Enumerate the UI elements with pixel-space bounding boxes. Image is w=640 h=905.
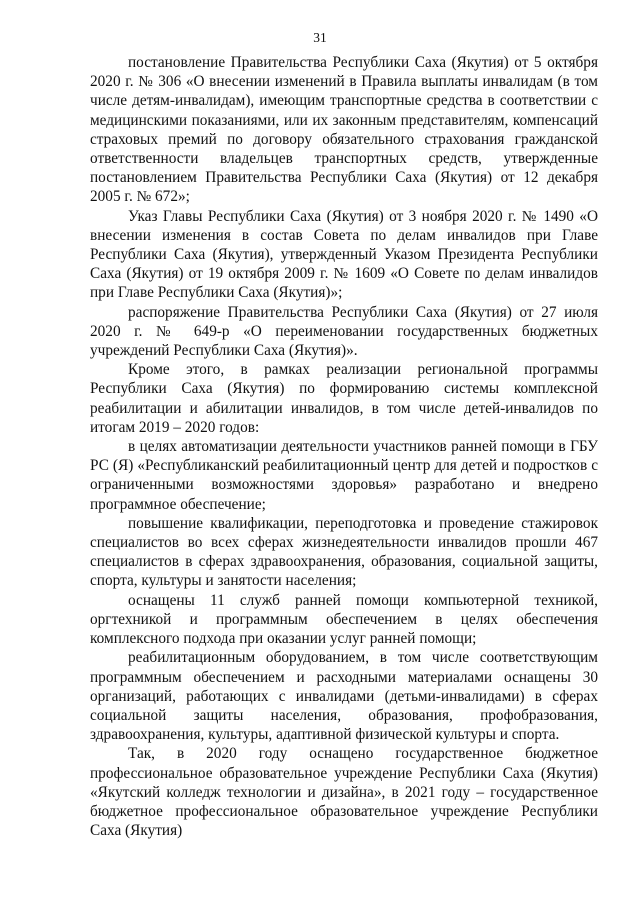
paragraph-early-help-services: оснащены 11 служб ранней помощи компьютерной техникой, оргтехникой и программным обеспечением в целях обеспечения комплексного подхода при оказании услуг ранней помощи; bbox=[90, 591, 598, 648]
paragraph-rehab-equipment: реабилитационным оборудованием, в том числе соответствующим программным обеспечением и расходными материалами оснащены 30 организаций, работающих с инвалидами (детьми-инвалидами) в сферах социальной защиты населения, образования, профобразования, здравоохранения, культуры, адаптивной физической культуры и спорта. bbox=[90, 649, 598, 744]
paragraph-resolution-306: постановление Правительства Республики Саха (Якутия) от 5 октября 2020 г. № 306 «О внесении изменений в Правила выплаты инвалидам (в том числе детям-инвалидам), имеющим транспортные средства в соответствии с медицинскими показаниями, или их законным представителям, компенсаций страховых премий по договору обязательного страхования гражданской ответственности владельцев транспортных средств, утвержденные постановлением Правительства Республики Саха (Якутия) от 12 декабря 2005 г. № 672»; bbox=[90, 54, 598, 206]
paragraph-order-649r: распоряжение Правительства Республики Саха (Якутия) от 27 июля 2020 г. № 649-р «О переименовании государственных бюджетных учреждений Республики Саха (Якутия)». bbox=[90, 303, 598, 360]
paragraph-regional-program: Кроме этого, в рамках реализации региональной программы Республики Саха (Якутия) по формированию системы комплексной реабилитации и абилитации инвалидов, в том числе детей-инвалидов по итогам 2019 – 2020 годов: bbox=[90, 361, 598, 436]
paragraph-specialist-training: повышение квалификации, переподготовка и проведение стажировок специалистов во всех сферах жизнедеятельности инвалидов прошли 467 специалистов в сферах здравоохранения, образования, социальной защиты, спорта, культуры и занятости населения; bbox=[90, 514, 598, 590]
document-body bbox=[90, 53, 598, 840]
page-number: 31 bbox=[313, 30, 327, 45]
paragraph-college-equipment: Так, в 2020 году оснащено государственное бюджетное профессиональное образовательное учреждение Республики Саха (Якутия) «Якутский колледж технологии и дизайна», в 2021 году – государственное бюджетное профессиональное образовательное учреждение Республики Саха (Якутия) bbox=[90, 745, 598, 840]
paragraph-decree-1490: Указ Главы Республики Саха (Якутия) от 3 ноября 2020 г. № 1490 «О внесении изменения в состав Совета по делам инвалидов при Главе Республики Саха (Якутия), утвержденный Указом Президента Республики Саха (Якутия) от 19 октября 2009 г. № 1609 «О Совете по делам инвалидов при Главе Республики Саха (Якутия)»; bbox=[90, 207, 598, 302]
paragraph-early-help-software: в целях автоматизации деятельности участников ранней помощи в ГБУ РС (Я) «Республиканский реабилитационный центр для детей и подростков с ограниченными возможностями здоровья» разработано и внедрено программное обеспечение; bbox=[90, 438, 598, 513]
